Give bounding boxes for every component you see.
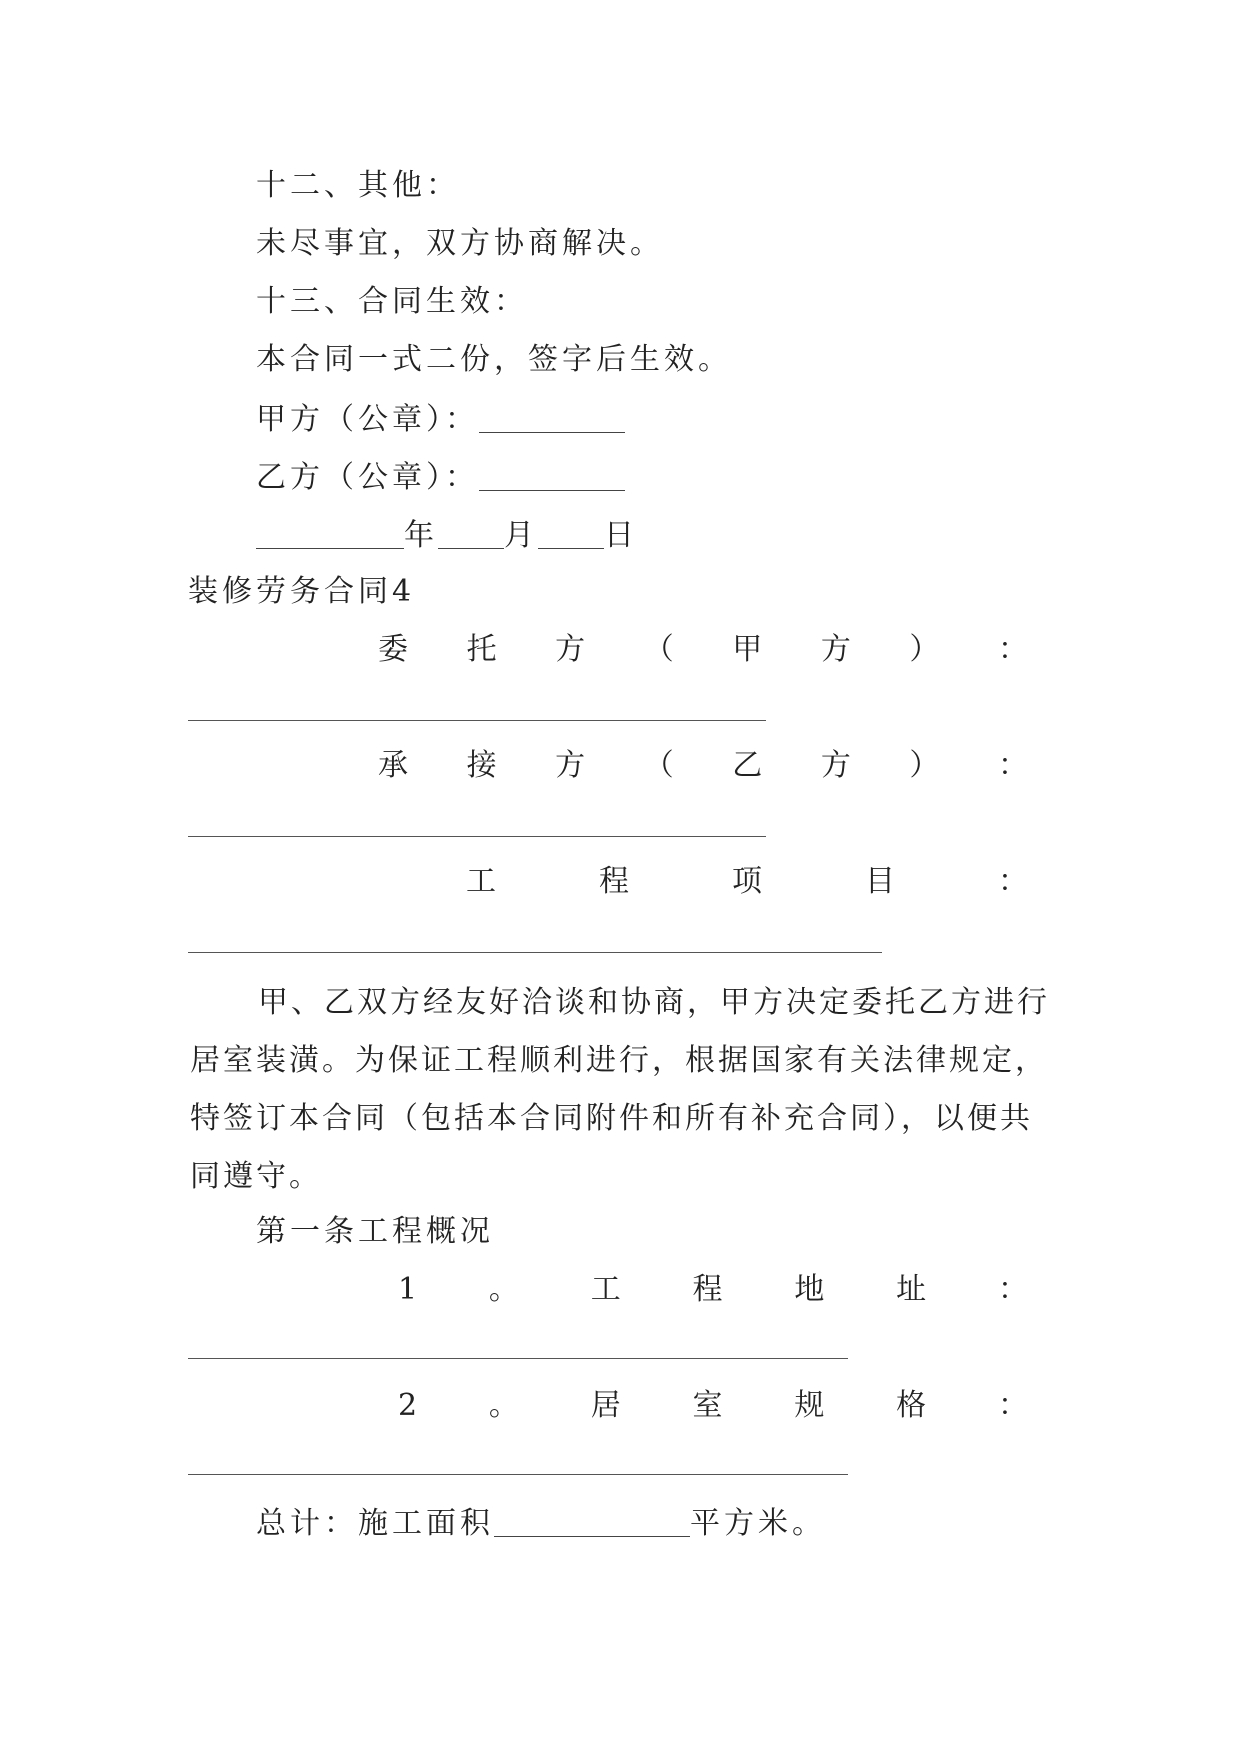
client-char: ： [997, 632, 1028, 667]
address-char: 程 [692, 1272, 723, 1307]
party-a-seal-line [256, 398, 625, 440]
client-char: 方 [555, 632, 586, 667]
contractor-char: ： [997, 748, 1028, 783]
day-blank [538, 518, 604, 549]
spec-char: ： [997, 1388, 1028, 1423]
contractor-blank-line [188, 836, 766, 837]
address-char: 工 [590, 1272, 621, 1307]
total-area-prefix: 总计：施工面积 [256, 1506, 494, 1541]
client-char: 方 [820, 632, 851, 667]
project-blank-line [188, 952, 882, 953]
project-char: ： [998, 864, 1028, 899]
contractor-char: 方 [820, 748, 851, 783]
intro-paragraph: 甲、乙双方经友好洽谈和协商，甲方决定委托乙方进行居室装潢。为保证工程顺利进行，根据国家有关法律规定，特签订本合同（包括本合同附件和所有补充合同），以便共同遵守。 [190, 985, 1050, 1194]
total-area-blank [494, 1506, 690, 1537]
spec-char: 居 [590, 1388, 621, 1423]
year-label: 年 [404, 518, 438, 553]
section-13-heading: 十三、合同生效： [256, 284, 528, 319]
project-char: 目 [865, 864, 895, 899]
section-13-body: 本合同一式二份，签字后生效。 [256, 342, 732, 377]
spec-blank-line [188, 1474, 848, 1475]
month-label: 月 [504, 518, 538, 553]
party-b-blank [479, 460, 625, 491]
client-char: ） [909, 632, 940, 667]
section-12-heading: 十二、其他： [256, 168, 460, 203]
date-line [256, 514, 638, 556]
party-a-blank [479, 402, 625, 433]
contractor-char: ） [909, 748, 940, 783]
client-party-label [378, 630, 1028, 670]
project-address-label [398, 1270, 1028, 1310]
year-blank [256, 518, 404, 549]
party-b-seal-label: 乙方（公章）： [256, 460, 479, 495]
address-char: 址 [896, 1272, 927, 1307]
address-char: 1 [398, 1272, 418, 1307]
contractor-party-label [378, 746, 1028, 786]
spec-char: 室 [692, 1388, 723, 1423]
address-char: ： [997, 1272, 1028, 1307]
total-area-line [256, 1502, 826, 1544]
room-spec-label [398, 1386, 1028, 1426]
contractor-char: （ [643, 748, 674, 783]
contractor-char: 承 [378, 748, 408, 783]
client-blank-line [188, 720, 766, 721]
contractor-char: 接 [466, 748, 497, 783]
party-a-seal-label: 甲方（公章）： [256, 402, 479, 437]
spec-char: 规 [794, 1388, 825, 1423]
client-char: 托 [466, 632, 497, 667]
section-12-body: 未尽事宜，双方协商解决。 [256, 226, 664, 261]
client-char: 甲 [732, 632, 763, 667]
spec-char: 2 [398, 1388, 418, 1423]
article-1-title: 第一条工程概况 [256, 1214, 494, 1249]
contract-4-title: 装修劳务合同4 [188, 574, 416, 609]
party-b-seal-line [256, 456, 625, 498]
client-char: 委 [378, 632, 408, 667]
address-char: 。 [488, 1272, 519, 1307]
project-char: 程 [599, 864, 629, 899]
day-label: 日 [604, 518, 638, 553]
spec-char: 。 [488, 1388, 519, 1423]
address-char: 地 [794, 1272, 825, 1307]
contractor-char: 方 [555, 748, 586, 783]
month-blank [438, 518, 504, 549]
project-char: 工 [466, 864, 496, 899]
project-label [466, 862, 1028, 902]
address-blank-line [188, 1358, 848, 1359]
total-area-suffix: 平方米。 [690, 1506, 826, 1541]
project-char: 项 [732, 864, 762, 899]
client-char: （ [643, 632, 674, 667]
contractor-char: 乙 [732, 748, 763, 783]
spec-char: 格 [896, 1388, 927, 1423]
